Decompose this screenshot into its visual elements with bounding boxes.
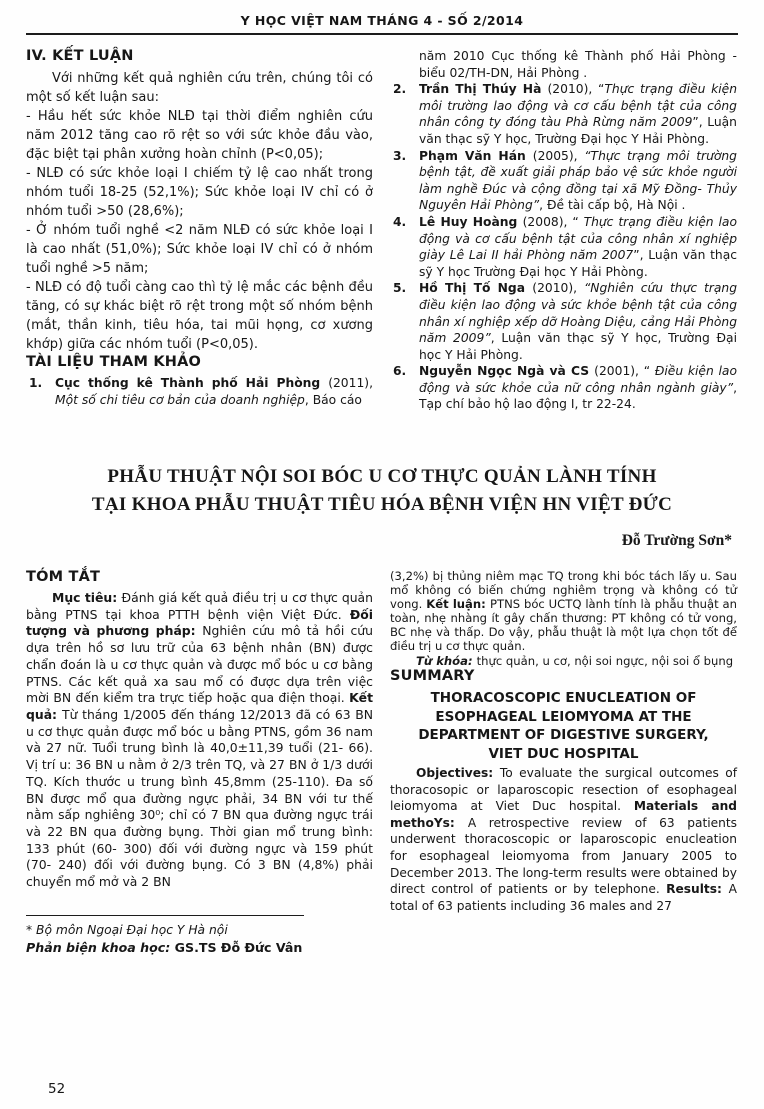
journal-header-text: Y HỌC VIỆT NAM THÁNG 4 - SỐ 2/2014 — [240, 13, 524, 28]
abstract-body-left: Mục tiêu: Đánh giá kết quả điều trị u cơ thực quản bằng PTNS tại khoa PTTH bệnh viện Việt Đức. Đối tượng và phương pháp: Nghiên cứu mô tả hồi cứu dựa trên hồ sơ lưu trữ của 63 bệnh nhân (BN) được chẩn đoán là u cơ thực quản và được mổ bóc u cơ bằng PTNS. Các kết quả xa sau mổ có được dựa trên việc mời BN đến kiểm tra trực tiếp hoặc qua điện thoại. Kết quả: Từ tháng 1/2005 đến tháng 12/2013 đã có 63 BN u cơ thực quản được mổ bóc u bằng PTNS, gồm 36 nam và 27 nữ. Tuổi trung bình là 40,0±11,39 tuổi (21- 66). Vị trí u: 36 BN u nằm ở 2/3 trên TQ, và 27 BN ở 1/3 dưới TQ. Kích thước u trung bình 45,8mm (25-110). Đa số BN được mổ qua đường ngực phải, 34 BN với tư thế nằm sấp nghiêng 30⁰; chỉ có 7 BN qua đường ngực trái và 22 BN qua đường bụng. Thời gian mổ trung bình: 133 phút (60- 300) đối với đường ngực và 159 phút (70- 240) đối với đường bụng. Có 3 BN (4,8%) phải chuyển mổ mở và 2 BN — [26, 590, 373, 890]
header-rule — [26, 33, 738, 35]
top-right-column — [390, 48, 737, 413]
reference-text: Nguyễn Ngọc Ngà và CS (2001), “ Điều kiện lao động và sức khỏe của nữ công nhân ngành giày”, Tạp chí bảo hộ lao động I, tr 22-24. — [419, 364, 737, 412]
reference-number: 5. — [393, 281, 407, 296]
conclusion-heading: IV. KẾT LUẬN — [26, 48, 134, 64]
summary-body: Objectives: To evaluate the surgical outcomes of thoracosopic or laparoscopic resection of esophageal leiomyoma at Viet Duc hospital. Materials and methoYs: A retrospective review of 63 patients underwent thoracoscopic or laparoscopic enucleation for esophageal leiomyoma from January 2005 to December 2013. The long-term results were obtained by direct control of patients or by telephone. Results: A total of 63 patients including 36 males and 27 — [390, 766, 737, 913]
reference-item — [390, 363, 737, 413]
reference-continuation: năm 2010 Cục thống kê Thành phố Hải Phòng - biểu 02/TH-DN, Hải Phòng . — [419, 49, 737, 80]
footnote-reviewer: Phản biện khoa học: GS.TS Đỗ Đức Vân — [26, 939, 303, 955]
reference-item — [26, 375, 373, 408]
conclusion-paragraph: - NLĐ có sức khỏe loại I chiếm tỷ lệ cao nhất trong nhóm tuổi 18-25 (52,1%); Sức khỏe loại IV chỉ có ở nhóm tuổi >50 (28,6%); — [26, 166, 373, 219]
footnote — [26, 915, 373, 957]
summary-heading: SUMMARY — [390, 668, 475, 685]
conclusion-paragraph: - Ở nhóm tuổi nghề <2 năm NLĐ có sức khỏe loại I là cao nhất (51,0%); Sức khỏe loại IV chỉ có ở nhóm tuổi nghề >5 năm; — [26, 223, 373, 276]
journal-header — [26, 0, 738, 28]
abstract-heading: TÓM TẮT — [26, 569, 101, 586]
reference-number: 6. — [393, 364, 407, 379]
footnote-affiliation: * Bộ môn Ngoại Đại học Y Hà nội — [26, 922, 228, 937]
article-author: Đỗ Trường Sơn* — [621, 532, 732, 550]
reference-number: 3. — [393, 148, 407, 163]
abstract-right-column — [390, 569, 737, 957]
abstract-keywords: Từ khóa: thực quản, u cơ, nội soi ngực, nội soi ổ bụng — [416, 654, 734, 669]
article-title-line1: PHẪU THUẬT NỘI SOI BÓC U CƠ THỰC QUẢN LÀNH TÍNH — [107, 466, 657, 488]
top-section — [26, 48, 738, 413]
page-number: 52 — [48, 1081, 66, 1097]
reference-text: Trần Thị Thúy Hà (2010), “Thực trạng điều kiện môi trường lao động và cơ cấu bệnh tật của công nhân công ty đóng tàu Phà Rừng năm 2009”, Luận văn thạc sỹ Y học, Trường Đại học Y Hải Phòng. — [419, 82, 738, 146]
top-left-column — [26, 48, 373, 413]
abstract-section — [26, 569, 738, 957]
reference-item — [390, 81, 737, 147]
reference-text: Phạm Văn Hán (2005), “Thực trạng môi trường bệnh tật, đề xuất giải pháp bảo vệ sức khỏe người làm nghề Đúc và cộng đồng tại xã Mỹ Đồng- Thủy Nguyên Hải Phòng”, Đề tài cấp bộ, Hà Nội . — [419, 148, 737, 213]
reference-item — [390, 280, 737, 363]
abstract-left-column — [26, 569, 373, 957]
summary-title: THORACOSCOPIC ENUCLEATION OF ESOPHAGEAL LEIOMYOMA AT THE DEPARTMENT OF DIGESTIVE SURGERY, VIET DUC HOSPITAL — [418, 690, 709, 762]
reference-number: 4. — [393, 214, 407, 229]
reference-text: Hồ Thị Tố Nga (2010), “Nghiên cứu thực trạng điều kiện lao động và sức khỏe bệnh tật của công nhân xí nghiệp xếp dỡ Hoàng Diệu, cảng Hải Phòng năm 2009”, Luận văn thạc sỹ Y học, Trường Đại học Y Hải Phòng. — [419, 281, 737, 362]
conclusion-paragraph: - Hầu hết sức khỏe NLĐ tại thời điểm nghiên cứu năm 2012 tăng cao rõ rệt so với sức khỏe đầu vào, đặc biệt tại phân xưởng hoàn chỉnh (P<0,05); — [26, 109, 373, 162]
references-heading: TÀI LIỆU THAM KHẢO — [26, 354, 202, 370]
article-title-line2: TẠI KHOA PHẪU THUẬT TIÊU HÓA BỆNH VIỆN HN VIỆT ĐỨC — [91, 494, 673, 516]
reference-number: 2. — [393, 82, 407, 97]
reference-item — [390, 214, 737, 280]
reference-text: Lê Huy Hoàng (2008), “ Thực trạng điều kiện lao động và cơ cấu bệnh tật của công nhân xí nghiệp giày Lê Lai II hải Phòng năm 2007”, Luận văn thạc sỹ Y học Trường Đại học Y Hải Phòng. — [419, 214, 737, 279]
reference-number: 1. — [29, 376, 43, 390]
conclusion-paragraph: - NLĐ có độ tuổi càng cao thì tỷ lệ mắc các bệnh đều tăng, có sự khác biệt rõ rệt trong một số nhóm bệnh (mắt, thần kinh, tiêu hóa, tai mũi họng, cơ xương khớp) giữa các nhóm tuổi (P<0,05). — [26, 280, 373, 352]
conclusion-paragraph: Với những kết quả nghiên cứu trên, chúng tôi có một số kết luận sau: — [26, 71, 373, 105]
reference-item — [390, 148, 737, 214]
reference-text: Cục thống kê Thành phố Hải Phòng (2011), Một số chi tiêu cơ bản của doanh nghiệp, Báo cáo — [55, 376, 373, 407]
footnote-rule — [26, 915, 304, 916]
article-title — [26, 463, 738, 519]
abstract-body-right: (3,2%) bị thủng niêm mạc TQ trong khi bóc tách lấy u. Sau mổ không có biến chứng nghiêm trọng và không có tử vong. Kết luận: PTNS bóc UCTQ lành tính là phẫu thuật an toàn, nhẹ nhàng ít gây chấn thương: PT không có tử vong, BC nhẹ và thấp. Do vậy, phẫu thuật là một lựa chọn tốt để điều trị u cơ thực quản. — [390, 569, 737, 654]
